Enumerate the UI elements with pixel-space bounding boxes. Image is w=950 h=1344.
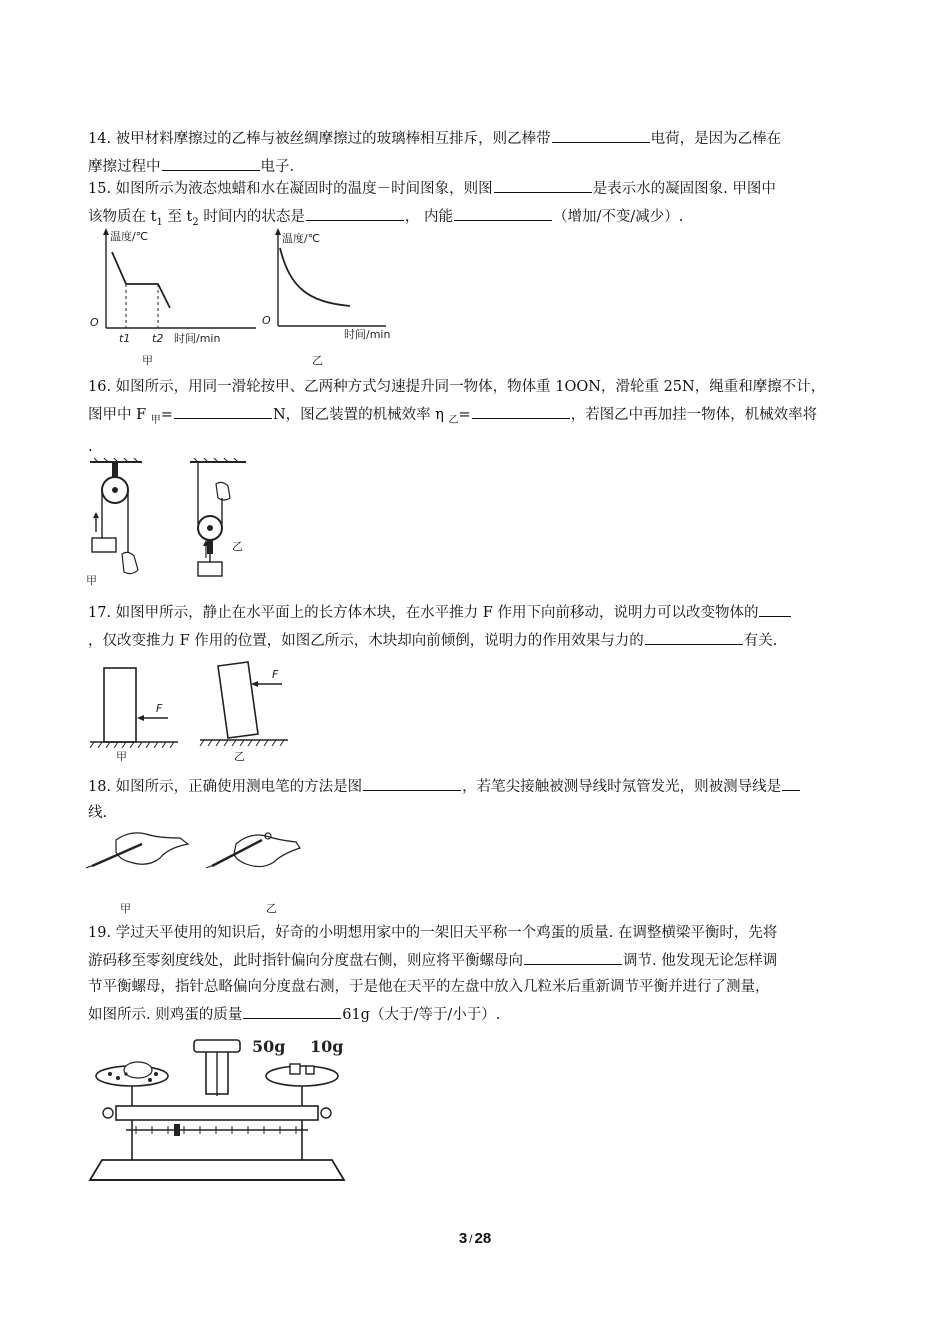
- q19-scale-plate: [194, 1040, 240, 1052]
- page-number: 3 / 28: [458, 1230, 492, 1247]
- q17-jia-block: [104, 668, 136, 742]
- q19-line1: 19. 学过天平使用的知识后，好奇的小明想用家中的一架旧天平称一个鸡蛋的质量. 在调整横梁平衡时，先将: [88, 925, 778, 941]
- q15-jia-origin: O: [90, 316, 99, 329]
- q16-blank-1[interactable]: [174, 400, 272, 419]
- question-16: [88, 374, 868, 460]
- q19-figure: [86, 1034, 348, 1186]
- q17-line1: 17. 如图甲所示，静止在水平面上的长方体木块，在水平推力 F 作用下向前移动，说明力可以改变物体的: [88, 598, 868, 626]
- q16-jia-hand-icon: [122, 552, 138, 573]
- question-15: [88, 174, 868, 236]
- q15-jia-caption: 甲: [142, 354, 153, 367]
- q15-blank-3[interactable]: [454, 202, 552, 221]
- q15-jia-t1: t1: [119, 332, 131, 345]
- q17-jia-arrow-icon: [137, 715, 144, 721]
- q15-yi-curve: [280, 248, 350, 306]
- q16-yi-hand-icon: [216, 482, 230, 500]
- q15-line1: 15. 如图所示为液态烛蜡和水在凝固时的温度－时间图象，则图 是表示水的凝固图象. 甲图中: [88, 174, 868, 202]
- q18-line2: 线.: [88, 805, 108, 821]
- q14-blank-1[interactable]: [552, 124, 650, 143]
- q15-line2: 该物质在 $t_1$ 至 $t_2$ 时间内的状态是 ， 内能 （增加/不变/减少）.: [88, 202, 868, 236]
- q15-jia-t2: t2: [152, 332, 164, 345]
- q15-yi-caption: 乙: [312, 354, 323, 367]
- q19-balance: [86, 1034, 348, 1186]
- q17-yi-block: [218, 662, 258, 738]
- q15-blank-1[interactable]: [494, 174, 592, 193]
- q16-yi-hook: [207, 540, 213, 554]
- q16-line1: 16. 如图所示，用同一滑轮按甲、乙两种方式匀速提升同一物体，物体重 1OON，滑轮重 25N，绳重和摩擦不计，: [88, 379, 826, 395]
- q16-yi-caption: 乙: [232, 540, 243, 553]
- q19-line3: 节平衡螺母，指针总略偏向分度盘右测，于是他在天平的左盘中放入几粒米后重新调节平衡并进行了测量，: [88, 979, 770, 995]
- q19-egg: [124, 1062, 152, 1078]
- q18-jia-caption: 甲: [120, 902, 131, 915]
- q16-jia-load: [92, 538, 116, 552]
- q19-weight-10g: [306, 1066, 314, 1074]
- q18-yi-hand-icon: [234, 835, 300, 867]
- q15-graphs: [86, 228, 406, 370]
- q19-right-nut[interactable]: [321, 1108, 331, 1118]
- q16-jia-mount: [112, 462, 118, 478]
- q15-blank-2[interactable]: [306, 202, 404, 221]
- q18-test-pens: [86, 826, 306, 918]
- q19-line2: 游码移至零刻度线处，此时指针偏向分度盘右侧，则应将平衡螺母向 调节. 他发现无论怎样调: [88, 946, 868, 974]
- q19-weight1-label: 50g: [252, 1037, 286, 1056]
- q17-blocks: [86, 660, 296, 764]
- question-18: [88, 772, 868, 826]
- q19-left-nut[interactable]: [103, 1108, 113, 1118]
- q15-yi-y-arrow: [275, 228, 281, 235]
- q16-jia-caption: 甲: [86, 574, 97, 587]
- q19-blank-1[interactable]: [524, 946, 622, 965]
- q15-jia-ylabel: 温度/℃: [110, 230, 149, 243]
- q16-jia-arrow-icon: [93, 512, 99, 518]
- q19-beam: [116, 1106, 318, 1120]
- q16-figure: [86, 458, 256, 588]
- q19-base: [90, 1160, 344, 1180]
- q16-line3: .: [88, 438, 93, 455]
- q18-figure: [86, 826, 306, 918]
- q19-weight-50g: [290, 1064, 300, 1074]
- q15-yi-xlabel: 时间/min: [344, 328, 391, 341]
- q18-line1: 18. 如图所示，正确使用测电笔的方法是图 ，若笔尖接触被测导线时氖管发光，则被测导线是: [88, 772, 868, 800]
- q17-blank-2[interactable]: [645, 626, 743, 645]
- q16-line2: 图甲中 F $_甲$= N，图乙装置的机械效率 η $_乙$= ，若图乙中再加挂一物体，机械效率将: [88, 400, 868, 434]
- q17-jia-force-label: F: [156, 702, 163, 715]
- q17-line2: ，仅改变推力 F 作用的位置，如图乙所示，木块却向前倾倒，说明力的作用效果与力的 有关.: [88, 626, 868, 654]
- q16-pulleys: [86, 458, 256, 588]
- question-14: [88, 124, 868, 180]
- q18-blank-2[interactable]: [782, 772, 800, 791]
- q14-line2: 摩擦过程中 电子.: [88, 152, 868, 180]
- q15-figure: [86, 228, 406, 370]
- q17-figure: [86, 660, 296, 764]
- q14-line1: 14. 被甲材料摩擦过的乙棒与被丝绸摩擦过的玻璃棒相互排斥，则乙棒带 电荷，是因为乙棒在: [88, 124, 868, 152]
- q15-jia-curve: [112, 252, 170, 308]
- q19-right-pan: [266, 1066, 338, 1086]
- q18-jia-hand-icon: [116, 833, 188, 864]
- q19-line4: 如图所示. 则鸡蛋的质量 61g（大于/等于/小于）.: [88, 1000, 868, 1028]
- q19-rider[interactable]: [174, 1124, 180, 1136]
- q15-yi-origin: O: [262, 314, 271, 327]
- q15-jia-xlabel: 时间/min: [174, 332, 221, 345]
- q18-yi-caption: 乙: [266, 902, 277, 915]
- q15-jia-y-arrow: [103, 228, 109, 235]
- q16-blank-2[interactable]: [472, 400, 570, 419]
- q17-jia-caption: 甲: [116, 750, 127, 763]
- q17-blank-1[interactable]: [759, 598, 791, 617]
- q17-yi-caption: 乙: [234, 750, 245, 763]
- q16-yi-load: [198, 562, 222, 576]
- question-17: [88, 598, 868, 654]
- q19-blank-2[interactable]: [243, 1000, 341, 1019]
- q19-weight2-label: 10g: [310, 1037, 344, 1056]
- q14-blank-2[interactable]: [162, 152, 260, 171]
- question-19: [88, 920, 868, 1028]
- q17-yi-force-label: F: [272, 668, 279, 681]
- q15-yi-ylabel: 温度/℃: [282, 232, 321, 245]
- q18-blank-1[interactable]: [363, 772, 461, 791]
